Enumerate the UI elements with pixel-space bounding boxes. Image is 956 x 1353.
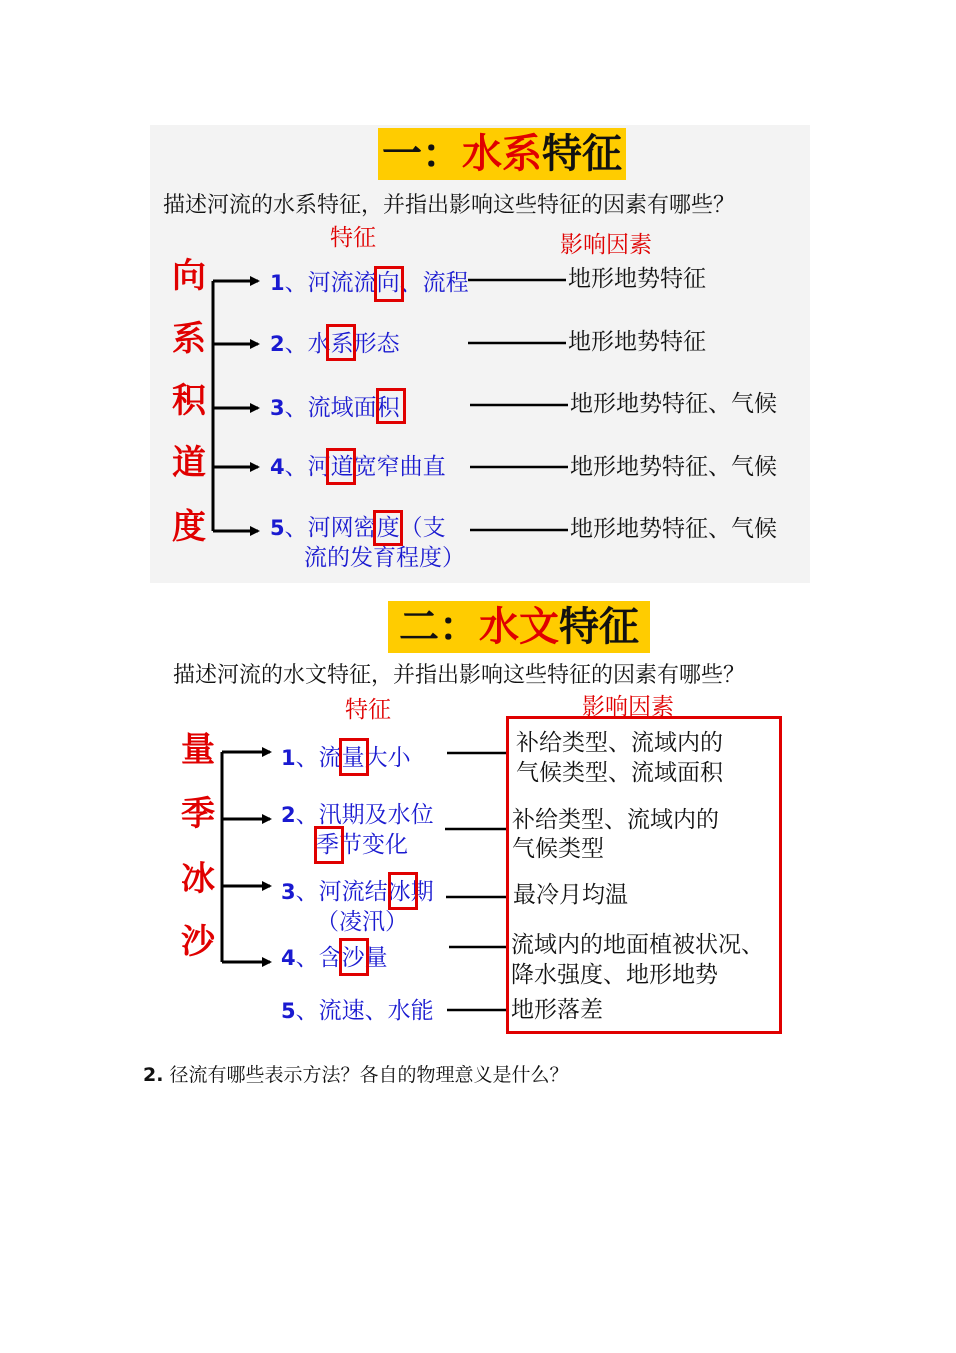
- section1-key-1: 向: [172, 256, 206, 296]
- section1-title-highlight: 水系: [462, 131, 542, 177]
- section1-factor-3: 地形地势特征、气候: [570, 391, 777, 417]
- section1-feature-4-text: 、河道宽窄曲直: [284, 454, 446, 480]
- section1-factor-2: 地形地势特征: [568, 329, 706, 355]
- section1-feature-5-line2: 流的发育程度）: [304, 545, 465, 571]
- section2-feature-2-num: 2: [281, 803, 296, 827]
- section2-factor-4-line2: 降水强度、地形地势: [511, 962, 718, 988]
- section1-key-2: 系: [172, 319, 206, 359]
- section2-feature-1-text: 、流量大小: [295, 745, 411, 771]
- section1-feature-2-text: 、水系形态: [284, 331, 400, 357]
- section1-feature-2-num: 2: [270, 332, 285, 356]
- section1-factor-1: 地形地势特征: [568, 266, 706, 292]
- section2-factor-header: 影响因素: [582, 694, 674, 720]
- section2-feature-2-line2: 季节变化: [316, 832, 408, 858]
- section1-feature-header: 特征: [330, 225, 376, 251]
- section1-feature-3-num: 3: [270, 396, 285, 420]
- section2-factor-4: 流域内的地面植被状况、: [511, 932, 764, 958]
- section1-feature-1-text: 、河流流向、流程: [284, 270, 469, 296]
- section2-title-highlight: 水文: [479, 604, 559, 650]
- section1-feature-5-text: 、河网密度（支: [284, 515, 446, 541]
- section2-feature-3-line2: （凌汛）: [316, 909, 408, 935]
- section2-feature-2-text: 、汛期及水位: [295, 802, 434, 828]
- section2-feature-1-num: 1: [281, 746, 296, 770]
- section2-feature-5-num: 5: [281, 999, 296, 1023]
- section1-factor-4: 地形地势特征、气候: [570, 454, 777, 480]
- question-2: [143, 1060, 569, 1087]
- section1-title-prefix: 一：: [382, 131, 462, 177]
- section2-factor-2-line2: 气候类型: [512, 836, 604, 862]
- section2-factor-5: 地形落差: [511, 997, 603, 1023]
- section2-key-4: 沙: [181, 922, 215, 962]
- question-2-number: 2.: [143, 1064, 164, 1086]
- section1-feature-3-text: 、流域面积: [284, 395, 400, 421]
- section1-feature-1-num: 1: [270, 271, 285, 295]
- section2-feature-4-num: 4: [281, 946, 296, 970]
- section2-feature-3-num: 3: [281, 880, 296, 904]
- section2-factor-1-line2: 气候类型、流域面积: [516, 760, 723, 786]
- section2-feature-4-text: 、含沙量: [295, 945, 388, 971]
- section2-key-1: 量: [181, 730, 215, 770]
- question-2-text: 径流有哪些表示方法？各自的物理意义是什么？: [169, 1064, 569, 1086]
- section2-title-prefix: 二：: [399, 604, 479, 650]
- section2-feature-3-text: 、河流结冰期: [295, 879, 434, 905]
- section1-factor-5: 地形地势特征、气候: [570, 516, 777, 542]
- section1-feature-5-num: 5: [270, 516, 285, 540]
- section2-feature-5-text: 、流速、水能: [295, 998, 434, 1024]
- section2-key-2: 季: [181, 794, 215, 834]
- section1-key-3: 积: [172, 381, 206, 421]
- section1-feature-4-num: 4: [270, 455, 285, 479]
- section2-factor-1: 补给类型、流域内的: [516, 730, 723, 756]
- section2-factor-2: 补给类型、流域内的: [512, 807, 719, 833]
- section2-title-suffix: 特征: [559, 604, 639, 650]
- section1-key-5: 度: [172, 507, 206, 547]
- section2-question: 描述河流的水文特征，并指出影响这些特征的因素有哪些？: [173, 663, 746, 688]
- section1-key-4: 道: [172, 443, 206, 483]
- section1-title-suffix: 特征: [542, 131, 622, 177]
- section2-feature-header: 特征: [345, 697, 391, 723]
- section2-factor-3: 最冷月均温: [513, 882, 628, 908]
- section1-factor-header: 影响因素: [560, 232, 652, 258]
- section2-key-3: 冰: [181, 859, 215, 899]
- section1-question: 描述河流的水系特征，并指出影响这些特征的因素有哪些？: [163, 193, 736, 218]
